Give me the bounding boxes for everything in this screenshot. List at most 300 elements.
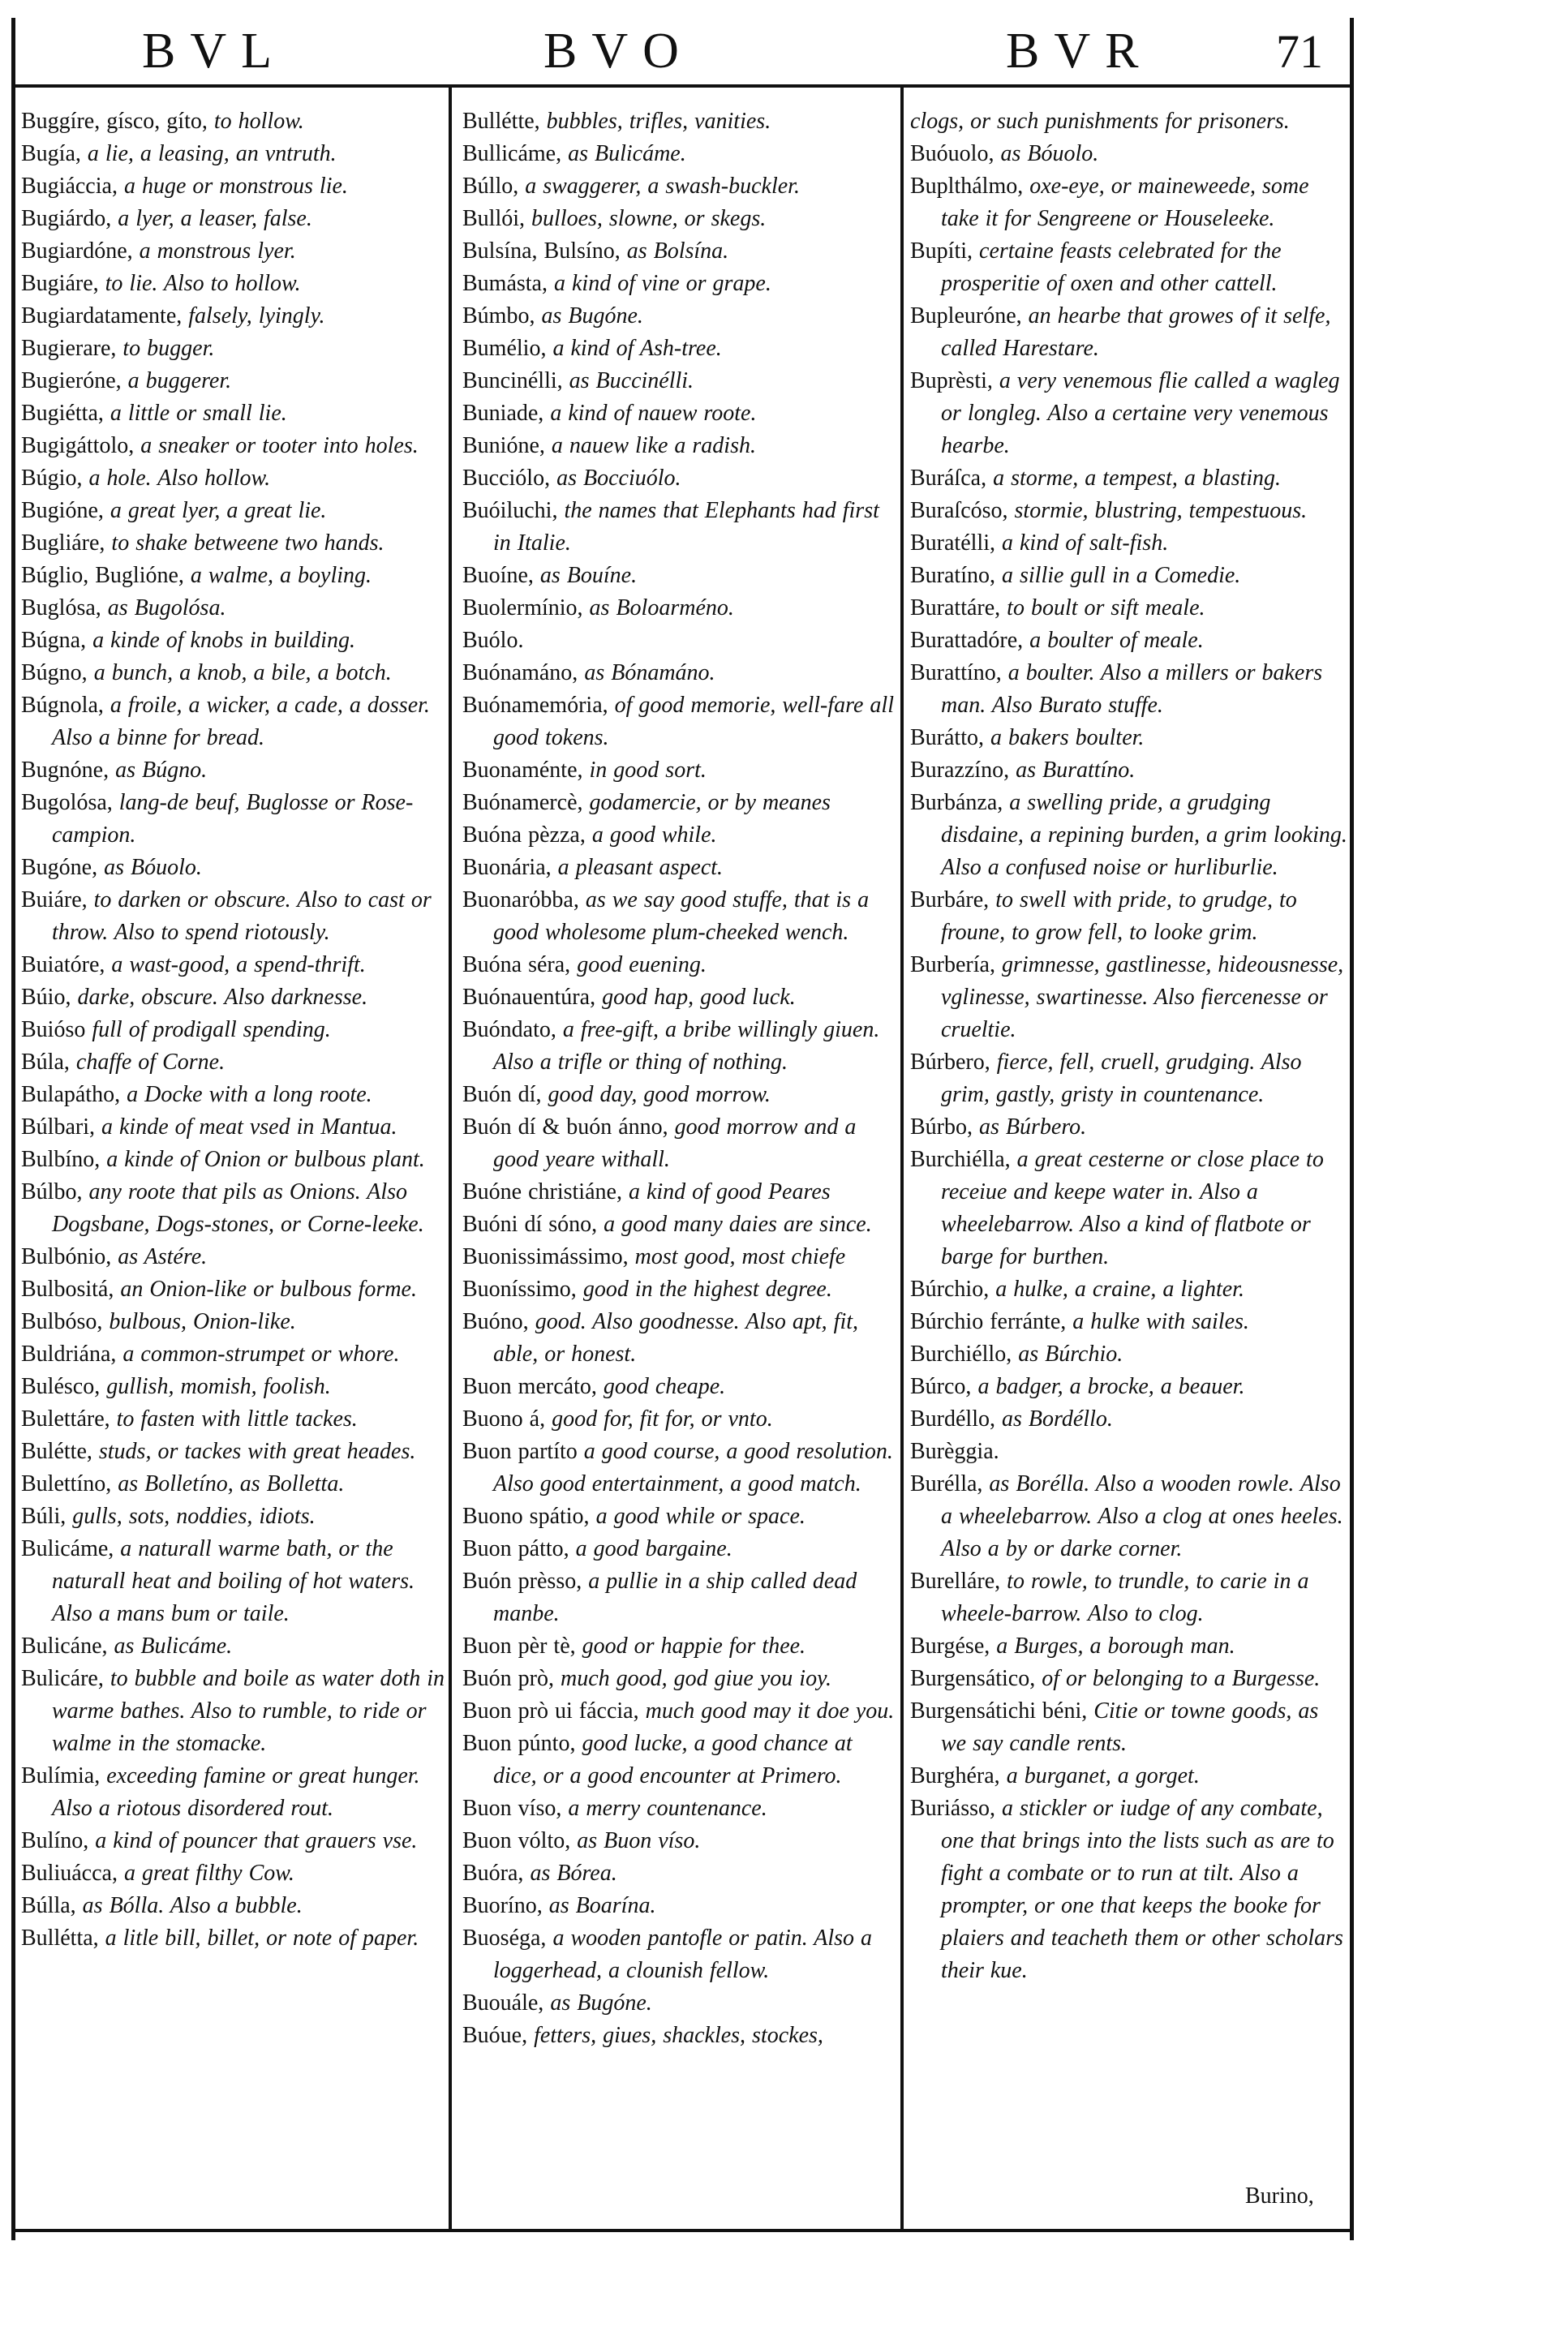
dictionary-entry	[910, 527, 1348, 560]
dictionary-entry	[910, 722, 1348, 754]
dictionary-entry	[21, 1306, 447, 1338]
entry-headword: Buonária,	[462, 855, 552, 880]
dictionary-entry	[21, 1468, 447, 1501]
entry-definition: good euening.	[577, 952, 707, 977]
dictionary-entry	[910, 138, 1348, 170]
entry-definition: as Búrbero.	[979, 1114, 1087, 1140]
dictionary-entry	[21, 949, 447, 981]
entry-definition: a huge or monstrous lie.	[123, 174, 348, 199]
entry-headword: Bullói,	[462, 206, 526, 231]
dictionary-entry	[462, 333, 896, 365]
dictionary-entry	[462, 884, 896, 949]
entry-headword: Bugiardóne,	[21, 238, 133, 264]
dictionary-entry	[21, 560, 447, 592]
dictionary-entry	[21, 1338, 447, 1371]
dictionary-entry	[462, 1695, 896, 1728]
dictionary-entry	[910, 1468, 1348, 1565]
entry-definition: a bakers boulter.	[990, 725, 1145, 750]
dictionary-entry	[462, 1533, 896, 1565]
entry-headword: Buniade,	[462, 401, 544, 426]
entry-headword: Burelláre,	[910, 1569, 1001, 1594]
entry-headword: Burchiéllo,	[910, 1342, 1012, 1367]
entry-headword: Buprèsti,	[910, 368, 993, 393]
dictionary-entry	[462, 852, 896, 884]
entry-headword: Búio,	[21, 985, 71, 1010]
entry-headword: Bullétta,	[21, 1926, 99, 1951]
entry-definition: stormie, blustring, tempestuous.	[1014, 498, 1308, 523]
entry-headword: Bugigáttolo,	[21, 433, 135, 458]
entry-headword: Buráſca,	[910, 466, 987, 491]
entry-headword: Búlbari,	[21, 1114, 95, 1140]
entry-headword: Bugieróne,	[21, 368, 122, 393]
entry-headword: Bugierare,	[21, 336, 117, 361]
entry-headword: Buóuolo,	[910, 141, 994, 166]
entry-definition: a lie, a leasing, an vntruth.	[87, 141, 337, 166]
entry-headword: Bugióne,	[21, 498, 104, 523]
entry-definition: bubbles, trifles, vanities.	[546, 109, 771, 134]
entry-headword: Buoséga,	[462, 1926, 547, 1951]
dictionary-entry	[21, 1273, 447, 1306]
dictionary-entry	[462, 1403, 896, 1436]
entry-definition: good day, good morrow.	[548, 1082, 771, 1107]
dictionary-entry	[462, 1728, 896, 1793]
entry-definition: as Bugolósa.	[107, 595, 226, 620]
entry-definition: a kind of nauew roote.	[550, 401, 757, 426]
dictionary-entry	[910, 1306, 1348, 1338]
dictionary-entry	[462, 981, 896, 1014]
entry-definition: lang-de beuf, Buglosse or Rose-campion.	[52, 790, 414, 848]
dictionary-entry	[21, 625, 447, 657]
entry-headword: Bumásta,	[462, 271, 548, 296]
entry-definition: a monstrous lyer.	[139, 238, 296, 264]
entry-headword: Burgensático,	[910, 1666, 1036, 1691]
dictionary-entry	[462, 1825, 896, 1857]
entry-definition: a very venemous flie called a wagleg or longleg. Also a certaine very venemous hearbe.	[941, 368, 1340, 458]
dictionary-entry	[21, 1176, 447, 1241]
column-2	[462, 105, 896, 2052]
entry-headword: Buoníssimo,	[462, 1277, 577, 1302]
dictionary-entry	[21, 852, 447, 884]
entry-headword: Buonissimássimo,	[462, 1244, 629, 1269]
dictionary-entry	[462, 1241, 896, 1273]
entry-headword: Buióso	[21, 1017, 86, 1042]
entry-headword: Bugiáccia,	[21, 174, 118, 199]
dictionary-entry	[21, 1890, 447, 1922]
entry-definition: as Bolsína.	[626, 238, 729, 264]
entry-headword: Buóue,	[462, 2023, 528, 2048]
entry-definition: full of prodigall spending.	[92, 1017, 331, 1042]
entry-definition: as Burattíno.	[1016, 758, 1136, 783]
entry-definition: good or happie for thee.	[582, 1634, 806, 1659]
dictionary-entry	[21, 1079, 447, 1111]
entry-headword: Buliuácca,	[21, 1861, 118, 1886]
dictionary-entry	[910, 300, 1348, 365]
dictionary-entry	[462, 1209, 896, 1241]
dictionary-entry	[462, 235, 896, 268]
entry-headword: Buóiluchi,	[462, 498, 558, 523]
entry-headword: Bugiáre,	[21, 271, 99, 296]
entry-definition: a wooden pantofle or patin. Also a loggerhead, a clounish fellow.	[493, 1926, 873, 1983]
entry-definition: good morrow and a good yeare withall.	[493, 1114, 857, 1172]
entry-definition: a kind of vine or grape.	[554, 271, 771, 296]
dictionary-entry	[21, 105, 447, 138]
dictionary-entry	[21, 397, 447, 430]
dictionary-entry	[21, 1922, 447, 1955]
entry-definition: as Bólla. Also a bubble.	[82, 1893, 303, 1918]
entry-definition: a swelling pride, a grudging disdaine, a repining burden, a grim looking. Also a confused noise or hurliburlie.	[941, 790, 1347, 880]
entry-definition: a great filthy Cow.	[123, 1861, 294, 1886]
dictionary-entry	[462, 300, 896, 333]
entry-definition: as Bóuolo.	[104, 855, 202, 880]
entry-headword: Buóna séra,	[462, 952, 571, 977]
entry-definition: a merry countenance.	[568, 1796, 767, 1821]
entry-definition: a storme, a tempest, a blasting.	[993, 466, 1282, 491]
dictionary-entry	[462, 1273, 896, 1306]
entry-definition: a badger, a brocke, a beauer.	[977, 1374, 1245, 1399]
dictionary-entry	[21, 1014, 447, 1046]
dictionary-entry	[910, 1338, 1348, 1371]
entry-headword: Burèggia.	[910, 1439, 999, 1464]
entry-definition: a kinde of Onion or bulbous plant.	[106, 1147, 425, 1172]
entry-headword: Bulíno,	[21, 1828, 89, 1853]
entry-definition: a common-strumpet or whore.	[122, 1342, 400, 1367]
dictionary-entry	[462, 657, 896, 689]
entry-headword: Bullicáme,	[462, 141, 562, 166]
entry-headword: Buólo.	[462, 628, 524, 653]
entry-headword: Burgensátichi béni,	[910, 1698, 1088, 1724]
entry-headword: Búlla,	[21, 1893, 76, 1918]
entry-definition: as Boarína.	[548, 1893, 656, 1918]
entry-headword: Buón dí & buón ánno,	[462, 1114, 668, 1140]
entry-headword: Buratíno,	[910, 563, 995, 588]
entry-headword: Buono spátio,	[462, 1504, 590, 1529]
entry-definition: a good while.	[591, 822, 717, 848]
dictionary-entry	[21, 1825, 447, 1857]
dictionary-entry	[910, 365, 1348, 462]
entry-definition: a great cesterne or close place to receiue and keepe water in. Also a wheelebarrow. Also a kind of flatbote or barge for burthen.	[941, 1147, 1324, 1269]
entry-definition: a litle bill, billet, or note of paper.	[105, 1926, 419, 1951]
entry-definition: a good while or space.	[595, 1504, 805, 1529]
entry-headword: Bulsína, Bulsíno,	[462, 238, 621, 264]
dictionary-entry	[462, 365, 896, 397]
entry-headword: Buléscо,	[21, 1374, 101, 1399]
dictionary-entry	[21, 1857, 447, 1890]
dictionary-entry	[21, 884, 447, 949]
entry-definition: clogs, or such punishments for prisoners.	[910, 109, 1290, 134]
entry-headword: Burghéra,	[910, 1763, 1000, 1788]
entry-definition: a pleasant aspect.	[557, 855, 724, 880]
entry-definition: good for, fit for, or vnto.	[552, 1406, 773, 1432]
dictionary-entry	[910, 1630, 1348, 1663]
entry-headword: Bugía,	[21, 141, 81, 166]
entry-headword: Bugiétta,	[21, 401, 104, 426]
dictionary-entry	[462, 2020, 896, 2052]
entry-definition: much good may it doe you.	[645, 1698, 895, 1724]
dictionary-entry	[910, 1144, 1348, 1273]
entry-headword: Buon mercáto,	[462, 1374, 597, 1399]
entry-headword: Buoríno,	[462, 1893, 543, 1918]
entry-definition: as Bocciuólo.	[556, 466, 681, 491]
dictionary-entry	[910, 884, 1348, 949]
dictionary-entry	[21, 527, 447, 560]
dictionary-entry	[21, 462, 447, 495]
dictionary-entry	[910, 1046, 1348, 1111]
dictionary-entry	[910, 1436, 1348, 1468]
entry-headword: Buoíne,	[462, 563, 534, 588]
dictionary-entry	[21, 235, 447, 268]
entry-definition: bulbous, Onion-like.	[109, 1309, 296, 1334]
entry-headword: Buón dí,	[462, 1082, 542, 1107]
dictionary-entry	[462, 1436, 896, 1501]
dictionary-entry	[21, 981, 447, 1014]
entry-headword: Burattíno,	[910, 660, 1002, 685]
dictionary-entry	[462, 170, 896, 203]
entry-definition: to bubble and boile as water doth in warme bathes. Also to rumble, to ride or walme in the stomacke.	[52, 1666, 445, 1756]
dictionary-entry	[910, 1565, 1348, 1630]
dictionary-entry	[462, 625, 896, 657]
entry-headword: Burbería,	[910, 952, 995, 977]
entry-definition: fierce, fell, cruell, grudging. Also grim, gastly, gristy in countenance.	[941, 1050, 1302, 1107]
entry-definition: a lyer, a leaser, false.	[118, 206, 312, 231]
dictionary-entry	[910, 105, 1348, 138]
dictionary-entry	[462, 1014, 896, 1079]
entry-headword: Búgna,	[21, 628, 87, 653]
entry-definition: a good many daies are since.	[604, 1212, 872, 1237]
entry-definition: certaine feasts celebrated for the prosperitie of oxen and other cattell.	[941, 238, 1282, 296]
entry-headword: Buón prèsso,	[462, 1569, 582, 1594]
dictionary-entry	[21, 495, 447, 527]
entry-headword: Bupleuróne,	[910, 303, 1022, 328]
dictionary-entry	[21, 754, 447, 787]
dictionary-entry	[21, 138, 447, 170]
dictionary-entry	[462, 689, 896, 754]
column-3	[910, 105, 1348, 1987]
dictionary-entry	[462, 1565, 896, 1630]
entry-headword: Búrco,	[910, 1374, 972, 1399]
entry-headword: Buónamemória,	[462, 693, 608, 718]
entry-headword: Burchiélla,	[910, 1147, 1011, 1172]
dictionary-entry	[462, 105, 896, 138]
entry-headword: Bugnóne,	[21, 758, 110, 783]
dictionary-entry	[462, 397, 896, 430]
entry-headword: Bulicáne,	[21, 1634, 108, 1659]
entry-definition: bulloes, slowne, or skegs.	[531, 206, 767, 231]
entry-headword: Bunióne,	[462, 433, 545, 458]
entry-headword: Bullétte,	[462, 109, 540, 134]
dictionary-entry	[462, 1111, 896, 1176]
dictionary-entry	[910, 1111, 1348, 1144]
entry-headword: Buiáre,	[21, 887, 88, 912]
dictionary-entry	[910, 1371, 1348, 1403]
dictionary-entry	[910, 1663, 1348, 1695]
entry-headword: Buon púnto,	[462, 1731, 576, 1756]
entry-definition: as Bóuolo.	[1000, 141, 1099, 166]
dictionary-entry	[910, 560, 1348, 592]
dictionary-entry	[462, 268, 896, 300]
entry-definition: a naturall warme bath, or the naturall heat and boiling of hot waters. Also a mans bum or taile.	[52, 1536, 415, 1626]
entry-headword: Buratélli,	[910, 530, 995, 556]
dictionary-entry	[21, 300, 447, 333]
entry-definition: good. Also goodnesse. Also apt, fit, able, or honest.	[493, 1309, 858, 1367]
entry-headword: Búlbo,	[21, 1179, 83, 1204]
entry-headword: Buón prò,	[462, 1666, 554, 1691]
entry-definition: a free-gift, a bribe willingly giuen. Also a trifle or thing of nothing.	[493, 1017, 880, 1075]
entry-definition: a kind of salt-fish.	[1001, 530, 1169, 556]
entry-definition: as Bordéllo.	[1002, 1406, 1113, 1432]
entry-headword: Búmbo,	[462, 303, 535, 328]
running-head-center: BVO	[543, 24, 694, 79]
entry-definition: most good, most chiefe	[634, 1244, 846, 1269]
dictionary-entry	[910, 1403, 1348, 1436]
entry-headword: Buóna pèzza,	[462, 822, 586, 848]
dictionary-entry	[21, 689, 447, 754]
dictionary-entry	[21, 1144, 447, 1176]
entry-definition: fetters, giues, shackles, stockes,	[534, 2023, 823, 2048]
entry-definition: a kinde of meat vsed in Mantua.	[101, 1114, 397, 1140]
entry-definition: as Bugóne.	[541, 303, 643, 328]
dictionary-entry	[21, 1403, 447, 1436]
entry-definition: to fasten with little tackes.	[116, 1406, 358, 1432]
dictionary-entry	[462, 1890, 896, 1922]
entry-headword: Búglio, Buglióne,	[21, 563, 184, 588]
dictionary-entry	[21, 170, 447, 203]
entry-headword: Bugóne,	[21, 855, 98, 880]
entry-definition: to bugger.	[122, 336, 215, 361]
dictionary-entry	[462, 138, 896, 170]
entry-headword: Búrbero,	[910, 1050, 990, 1075]
entry-headword: Burátto,	[910, 725, 984, 750]
entry-headword: Buiatóre,	[21, 952, 105, 977]
dictionary-entry	[910, 235, 1348, 300]
dictionary-entry	[21, 787, 447, 852]
entry-headword: Buolermínio,	[462, 595, 583, 620]
entry-headword: Buóndato,	[462, 1017, 556, 1042]
dictionary-entry	[462, 1857, 896, 1890]
dictionary-entry	[462, 430, 896, 462]
column-divider-2	[900, 84, 904, 2229]
left-border-rule	[11, 18, 15, 2240]
dictionary-entry	[462, 1987, 896, 2020]
entry-definition: gulls, sots, noddies, idiots.	[72, 1504, 316, 1529]
dictionary-entry	[21, 1630, 447, 1663]
entry-headword: Buglósa,	[21, 595, 101, 620]
entry-definition: a wast-good, a spend-thrift.	[111, 952, 366, 977]
entry-definition: good in the highest degree.	[582, 1277, 832, 1302]
entry-definition: a great lyer, a great lie.	[110, 498, 327, 523]
entry-definition: a hulke, a craine, a lighter.	[995, 1277, 1244, 1302]
entry-headword: Buónamáno,	[462, 660, 578, 685]
entry-headword: Buonarόbba,	[462, 887, 579, 912]
entry-headword: Buon partíto	[462, 1439, 578, 1464]
column-divider-1	[449, 84, 452, 2229]
entry-headword: Bugiárdo,	[21, 206, 112, 231]
entry-definition: to darken or obscure. Also to cast or throw. Also to spend riotously.	[52, 887, 432, 945]
entry-headword: Buónauentúra,	[462, 985, 596, 1010]
entry-headword: Burdéllo,	[910, 1406, 995, 1432]
entry-definition: to rowle, to trundle, to carie in a wheele-barrow. Also to clog.	[941, 1569, 1309, 1626]
dictionary-entry	[21, 1046, 447, 1079]
dictionary-entry	[462, 1306, 896, 1371]
entry-headword: Bugliáre,	[21, 530, 105, 556]
dictionary-entry	[462, 1501, 896, 1533]
dictionary-entry	[462, 1176, 896, 1209]
dictionary-entry	[21, 1663, 447, 1760]
entry-headword: Burélla,	[910, 1471, 983, 1496]
dictionary-entry	[910, 462, 1348, 495]
entry-definition: as Bugóne.	[550, 1990, 652, 2016]
entry-definition: oxe-eye, or maineweede, some take it for Sengreene or Houseleeke.	[941, 174, 1309, 231]
entry-headword: Bulicáme,	[21, 1536, 114, 1561]
entry-headword: Buouále,	[462, 1990, 544, 2016]
dictionary-entry	[910, 787, 1348, 884]
entry-headword: Buon prò ui fáccia,	[462, 1698, 639, 1724]
dictionary-entry	[462, 819, 896, 852]
entry-definition: any roote that pils as Onions. Also Dogsbane, Dogs-stones, or Corne-leeke.	[52, 1179, 424, 1237]
dictionary-entry	[462, 754, 896, 787]
dictionary-entry	[21, 1371, 447, 1403]
entry-definition: a stickler or iudge of any combate, one that brings into the lists such as are to fight a combate or to run at tilt. Also a prompter, or one that keeps the booke for plaiers and teacheth them or other scholars their kue.	[941, 1796, 1343, 1983]
entry-headword: Buon vólto,	[462, 1828, 571, 1853]
entry-headword: Bupíti,	[910, 238, 973, 264]
entry-definition: as Bulicáme.	[568, 141, 686, 166]
entry-headword: Buggíre, gísco, gíto,	[21, 109, 208, 134]
dictionary-entry	[21, 592, 447, 625]
entry-definition: an hearbe that growes of it selfe, called Harestare.	[941, 303, 1331, 361]
dictionary-entry	[910, 1760, 1348, 1793]
entry-headword: Burbáre,	[910, 887, 990, 912]
entry-headword: Buóni dí sóno,	[462, 1212, 598, 1237]
dictionary-entry	[462, 560, 896, 592]
entry-definition: a buggerer.	[127, 368, 232, 393]
entry-headword: Bulbíno,	[21, 1147, 101, 1172]
entry-headword: Bulétte,	[21, 1439, 92, 1464]
entry-definition: as Bónamáno.	[584, 660, 715, 685]
entry-definition: as Borélla. Also a wooden rowle. Also a wheelebarrow. Also a clog at ones heeles. Also a by or darke corner.	[941, 1471, 1343, 1561]
entry-definition: darke, obscure. Also darknesse.	[77, 985, 368, 1010]
entry-headword: Buncinélli,	[462, 368, 563, 393]
entry-definition: a Docke with a long roote.	[127, 1082, 372, 1107]
entry-definition: a hole. Also hollow.	[88, 466, 271, 491]
entry-headword: Buonaménte,	[462, 758, 583, 783]
entry-definition: of good memorie, well-fare all good tokens.	[493, 693, 894, 750]
entry-definition: as Bolletíno, as Bolletta.	[118, 1471, 345, 1496]
entry-definition: falsely, lyingly.	[188, 303, 325, 328]
entry-definition: a kind of Ash-tree.	[552, 336, 722, 361]
entry-headword: Buriásso,	[910, 1796, 995, 1821]
entry-headword: Buplthálmo,	[910, 174, 1024, 199]
entry-definition: to hollow.	[213, 109, 304, 134]
entry-headword: Búgno,	[21, 660, 88, 685]
entry-definition: a burganet, a gorget.	[1006, 1763, 1200, 1788]
entry-headword: Bulettíno,	[21, 1471, 112, 1496]
entry-headword: Bulbositá,	[21, 1277, 114, 1302]
entry-definition: an Onion-like or bulbous forme.	[120, 1277, 417, 1302]
dictionary-entry	[462, 203, 896, 235]
entry-headword: Buldriána,	[21, 1342, 117, 1367]
entry-headword: Bugolósa,	[21, 790, 113, 815]
entry-headword: Buónamercè,	[462, 790, 583, 815]
entry-headword: Buóne christiáne,	[462, 1179, 622, 1204]
dictionary-entry	[462, 787, 896, 819]
dictionary-entry	[462, 1371, 896, 1403]
dictionary-entry	[21, 657, 447, 689]
entry-headword: Búli,	[21, 1504, 67, 1529]
dictionary-entry	[910, 495, 1348, 527]
entry-definition: to swell with pride, to grudge, to froune, to grow fell, to looke grim.	[941, 887, 1297, 945]
dictionary-entry	[21, 1436, 447, 1468]
entry-definition: as Bórea.	[530, 1861, 617, 1886]
bottom-rule	[11, 2229, 1354, 2232]
